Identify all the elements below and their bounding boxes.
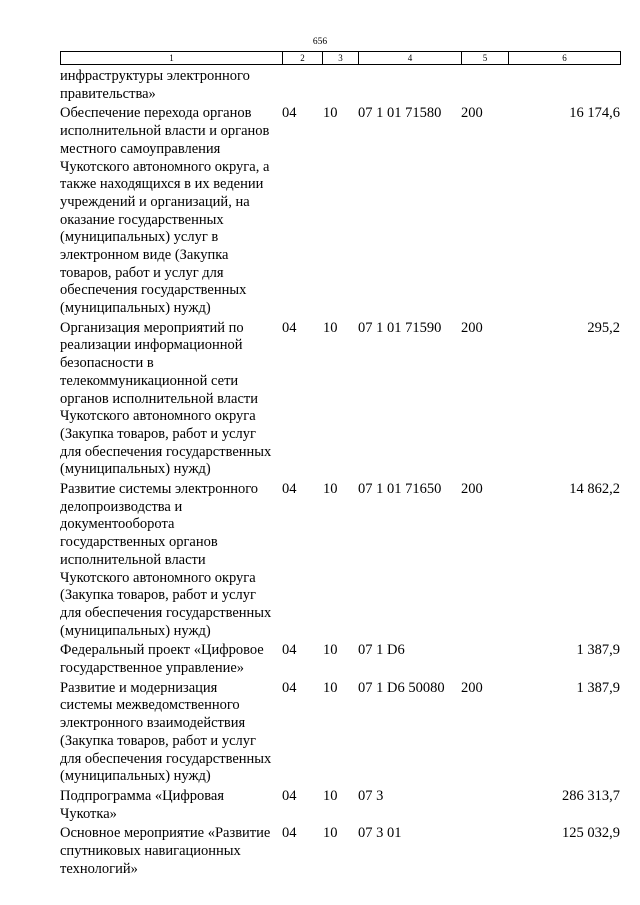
amount: 1 387,9	[576, 679, 620, 696]
page-number: 656	[312, 37, 328, 47]
column-header-4: 4	[359, 52, 462, 65]
expense-type-code: 200	[461, 679, 483, 696]
description-line: Организация мероприятий по	[60, 319, 244, 336]
subsection-code: 10	[323, 825, 338, 842]
section-code: 04	[282, 481, 297, 498]
row-description	[60, 642, 282, 677]
description-line: Чукотского автономного округа	[60, 408, 256, 425]
section-code: 04	[282, 825, 297, 842]
description-line: спутниковых навигационных	[60, 843, 241, 860]
subsection-code: 10	[323, 319, 338, 336]
description-line: технологий»	[60, 860, 138, 877]
description-line: Основное мероприятие «Развитие	[60, 825, 271, 842]
expense-type-code: 200	[461, 319, 483, 336]
column-header-3: 3	[323, 52, 359, 65]
description-line: органов исполнительной власти	[60, 390, 259, 407]
description-line: исполнительной власти и органов	[60, 123, 270, 140]
description-line: Федеральный проект «Цифровое	[60, 642, 264, 659]
table-row	[60, 68, 620, 105]
target-article-code: 07 1 D6 50080	[358, 679, 445, 696]
row-description	[60, 320, 282, 479]
subsection-code: 10	[323, 642, 338, 659]
description-line: Чукотка»	[60, 805, 117, 822]
target-article-code: 07 1 01 71590	[358, 319, 442, 336]
description-line: делопроизводства и	[60, 498, 183, 515]
expense-type-code: 200	[461, 105, 483, 122]
description-line: системы межведомственного	[60, 697, 240, 714]
table-row	[60, 680, 620, 788]
column-header-6: 6	[509, 52, 621, 65]
row-description	[60, 68, 282, 103]
section-code: 04	[282, 787, 297, 804]
description-line: (Закупка товаров, работ и услуг	[60, 426, 256, 442]
expense-type-code: 200	[461, 481, 483, 498]
subsection-code: 10	[323, 787, 338, 804]
description-line: инфраструктуры электронного	[60, 68, 250, 84]
row-description	[60, 825, 282, 878]
description-line: Подпрограмма «Цифровая	[60, 787, 225, 804]
amount: 286 313,7	[562, 787, 620, 804]
description-line: (муниципальных) нужд)	[60, 622, 211, 639]
description-line: Обеспечение перехода органов	[60, 105, 252, 122]
description-line: (Закупка товаров, работ и услуг	[60, 587, 256, 604]
description-line: документооборота	[60, 516, 175, 533]
description-line: Чукотского автономного округа, а	[60, 158, 270, 175]
description-line: телекоммуникационной сети	[60, 372, 239, 389]
description-line: государственных органов	[60, 534, 218, 551]
description-line: местного самоуправления	[60, 140, 221, 157]
description-line: для обеспечения государственных	[60, 750, 272, 767]
section-code: 04	[282, 105, 297, 122]
row-description	[60, 481, 282, 640]
description-line: государственное управление»	[60, 660, 245, 677]
target-article-code: 07 3	[358, 787, 384, 804]
description-line: для обеспечения государственных	[60, 443, 272, 460]
row-description	[60, 680, 282, 786]
description-line: учреждений и организаций, на	[60, 193, 250, 210]
description-line: (муниципальных) услуг в	[60, 229, 219, 246]
description-line: для обеспечения государственных	[60, 605, 272, 621]
description-line: товаров, работ и услуг для	[60, 264, 224, 281]
amount: 125 032,9	[562, 825, 620, 842]
subsection-code: 10	[323, 679, 338, 696]
table-body	[60, 68, 620, 880]
amount: 295,2	[587, 319, 620, 336]
amount: 14 862,2	[569, 481, 620, 498]
description-line: правительства»	[60, 85, 156, 102]
section-code: 04	[282, 679, 297, 696]
description-line: (муниципальных) нужд)	[60, 461, 211, 478]
target-article-code: 07 1 01 71580	[358, 105, 442, 122]
description-line: (муниципальных) нужд)	[60, 768, 211, 785]
description-line: (муниципальных) нужд)	[60, 300, 211, 317]
column-header-5: 5	[462, 52, 509, 65]
description-line: Чукотского автономного округа	[60, 569, 256, 586]
table-header	[60, 51, 621, 65]
table-row	[60, 788, 620, 825]
description-line: исполнительной власти	[60, 551, 206, 568]
subsection-code: 10	[323, 481, 338, 498]
column-header-1: 1	[61, 52, 283, 65]
amount: 1 387,9	[576, 642, 620, 659]
description-line: безопасности в	[60, 355, 154, 372]
description-line: реализации информационной	[60, 337, 243, 354]
description-line: Развитие и модернизация	[60, 679, 218, 696]
row-description	[60, 105, 282, 317]
table-row	[60, 642, 620, 679]
subsection-code: 10	[323, 105, 338, 122]
table-row	[60, 481, 620, 642]
description-line: Развитие системы электронного	[60, 481, 259, 498]
target-article-code: 07 1 01 71650	[358, 481, 442, 498]
description-line: обеспечения государственных	[60, 282, 247, 299]
description-line: оказание государственных	[60, 211, 224, 228]
description-line: электронном виде (Закупка	[60, 247, 229, 264]
amount: 16 174,6	[569, 105, 620, 122]
target-article-code: 07 1 D6	[358, 642, 405, 659]
section-code: 04	[282, 642, 297, 659]
target-article-code: 07 3 01	[358, 825, 402, 842]
table-row	[60, 320, 620, 481]
table-row	[60, 105, 620, 319]
row-description	[60, 788, 282, 823]
table-row	[60, 825, 620, 880]
column-header-2: 2	[283, 52, 323, 65]
section-code: 04	[282, 319, 297, 336]
description-line: (Закупка товаров, работ и услуг	[60, 732, 256, 749]
description-line: электронного взаимодействия	[60, 715, 246, 732]
description-line: также находящихся в их ведении	[60, 176, 264, 193]
